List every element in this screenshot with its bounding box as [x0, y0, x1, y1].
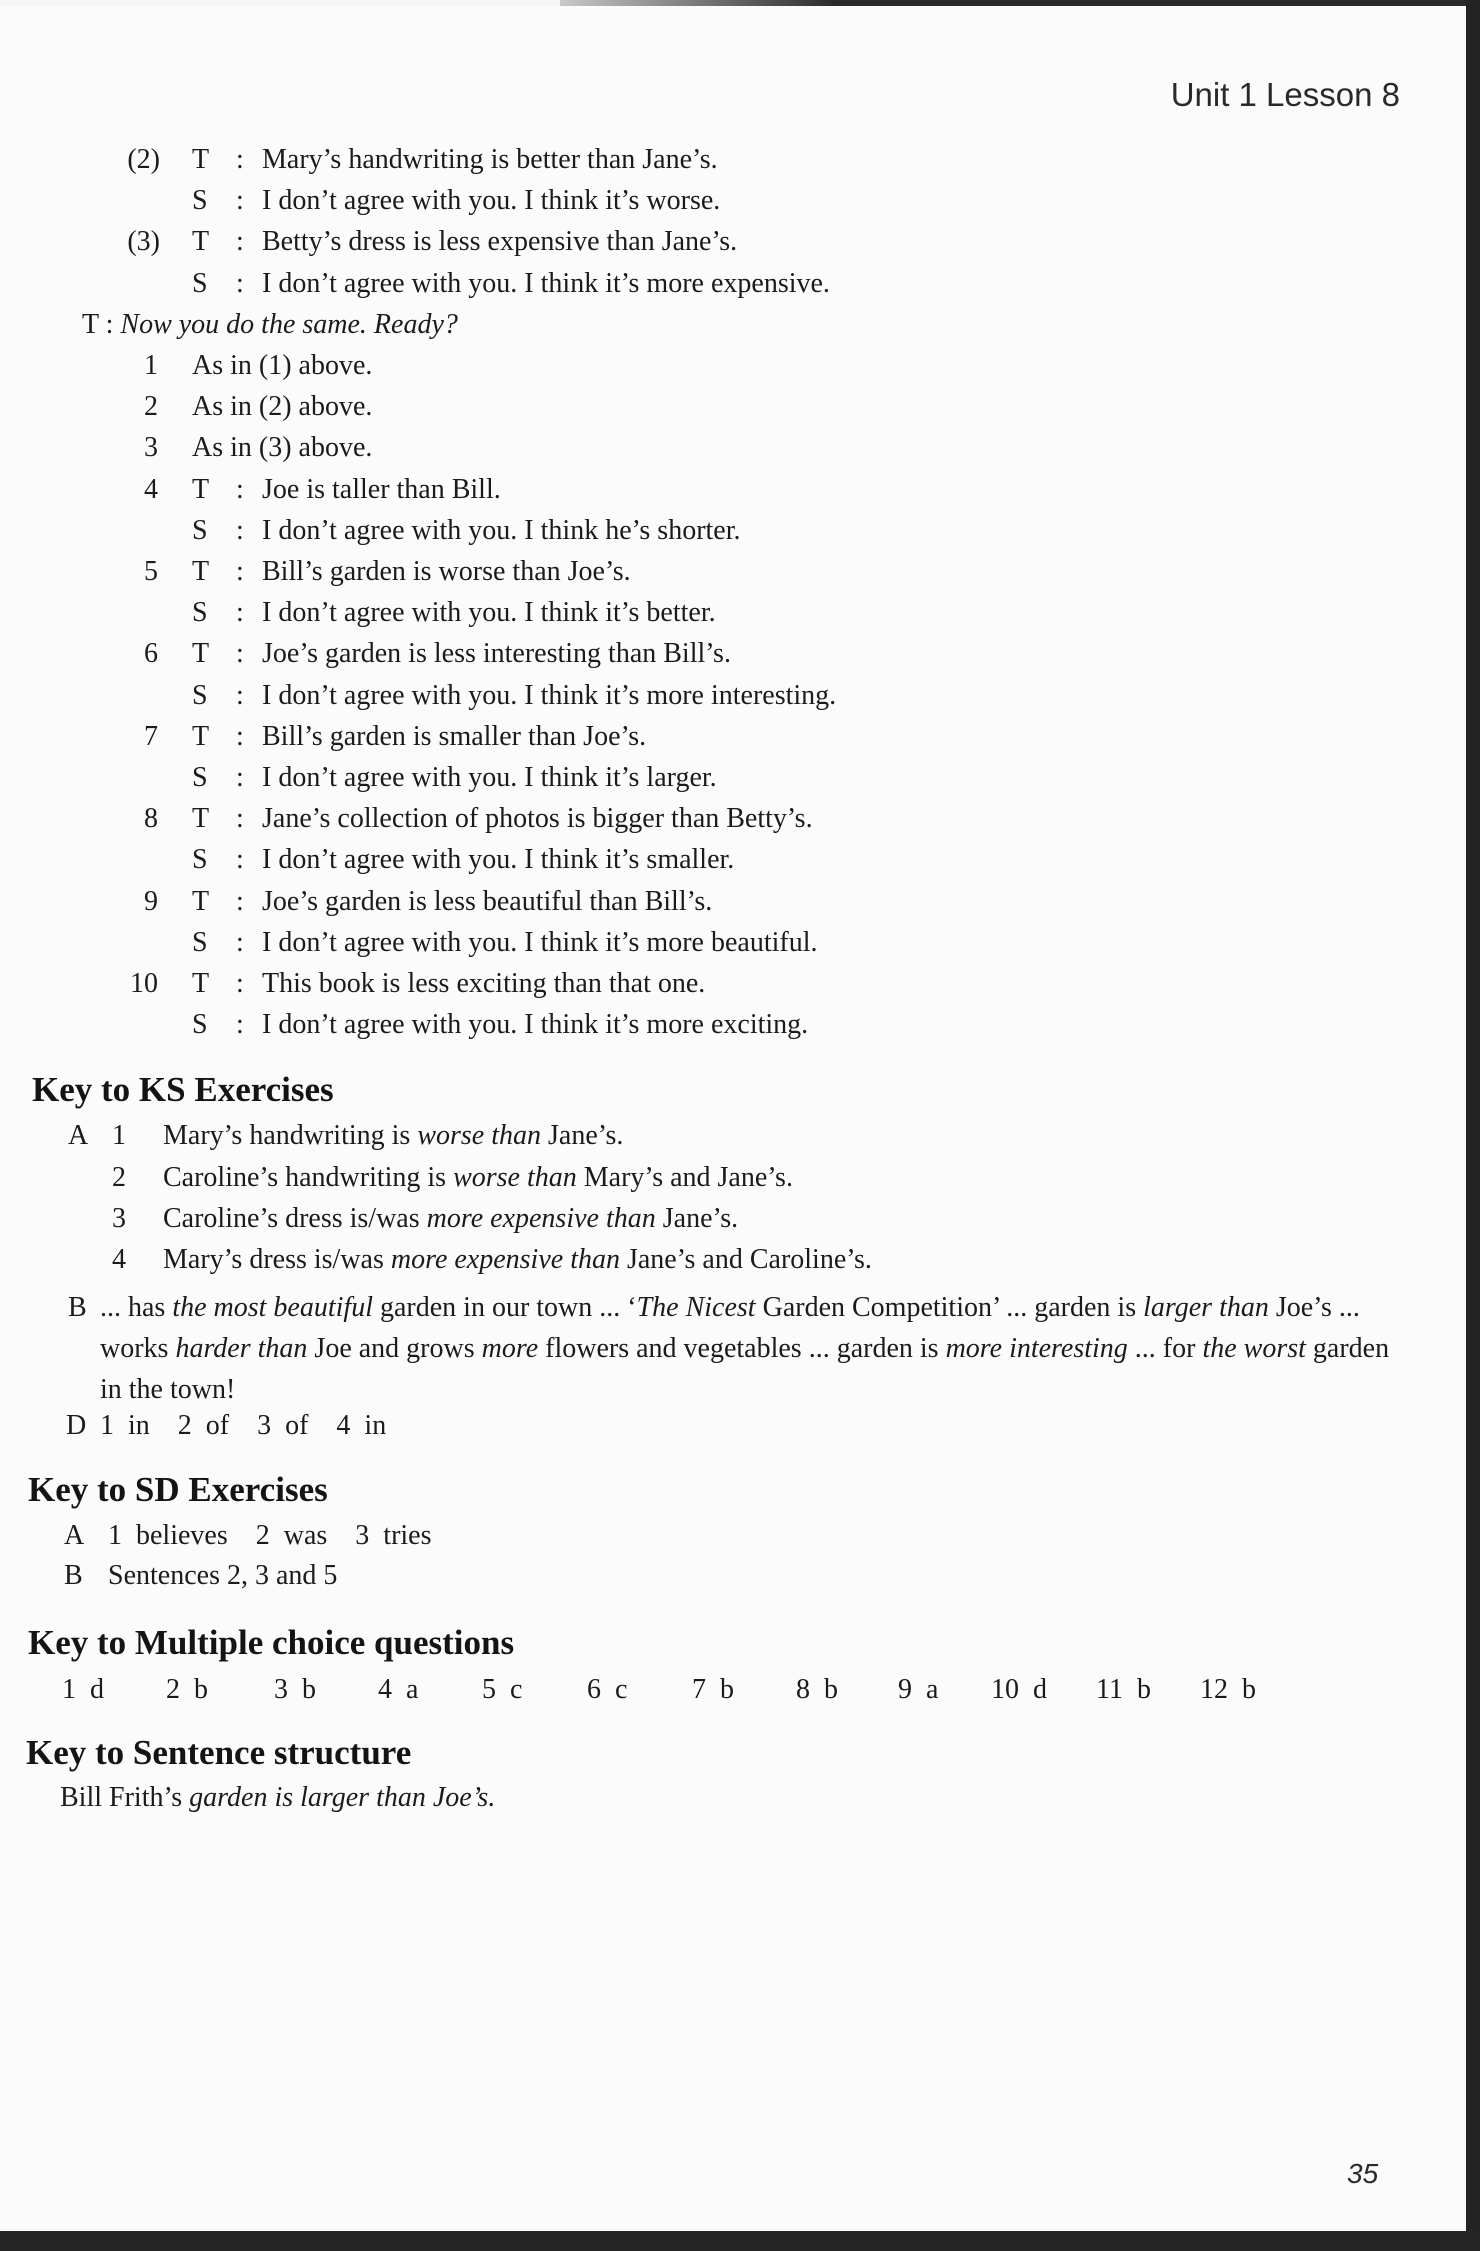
- ks-a-1-number: 1: [112, 1120, 126, 1151]
- text-part: Mary’s handwriting is: [163, 1120, 418, 1151]
- as-in-3-text: As in (3) above.: [192, 432, 373, 464]
- drill-4-t-colon: :: [236, 473, 244, 505]
- drill-5-t-utterance: Bill’s garden is worse than Joe’s.: [262, 556, 631, 587]
- drill-4-t-speaker: T: [192, 473, 210, 505]
- drill-8-s-colon: :: [236, 844, 244, 876]
- unit-lesson-header: Unit 1 Lesson 8: [1170, 76, 1400, 113]
- mcq-answer-7: 7 b: [692, 1674, 734, 1705]
- drill-6-t-colon: :: [236, 638, 244, 670]
- drill-5-s-colon: :: [236, 597, 244, 629]
- drill-4-s-speaker: S: [192, 514, 208, 546]
- text-part: Joe’s ... works: [100, 1292, 1360, 1364]
- example-0-s-utterance: I don’t agree with you. I think it’s worse.: [262, 185, 721, 217]
- drill-10-s-colon: :: [236, 1009, 244, 1041]
- scan-edge-top: [560, 0, 1480, 6]
- text-part: garden in the town!: [100, 1333, 1390, 1405]
- drill-4-s-utterance: I don’t agree with you. I think he’s shorter.: [262, 514, 741, 546]
- mcq-answer-12: 12 b: [1200, 1674, 1256, 1705]
- mcq-answer-10: 10 d: [991, 1674, 1047, 1705]
- prompt-speaker: T :: [82, 308, 121, 340]
- drill-10-s-speaker: S: [192, 1009, 208, 1041]
- as-in-1-text: As in (1) above.: [192, 350, 373, 381]
- answer-emphasis: larger than: [1143, 1292, 1269, 1323]
- ks-a-3-number: 3: [112, 1203, 126, 1234]
- drill-10-t-speaker: T: [192, 968, 210, 999]
- answer-emphasis: more expensive than: [426, 1203, 656, 1234]
- drill-4-s-colon: :: [236, 514, 244, 546]
- answer-emphasis: more expensive than: [390, 1244, 620, 1275]
- example-0-t-utterance: Mary’s handwriting is better than Jane’s.: [262, 144, 718, 175]
- ks-b-label: B: [68, 1292, 87, 1323]
- drill-4-t-number: 4: [144, 473, 158, 505]
- ks-a-4-number: 4: [112, 1244, 126, 1275]
- drill-4-t-utterance: Joe is taller than Bill.: [262, 473, 501, 505]
- sd-b-answers: Sentences 2, 3 and 5: [108, 1560, 338, 1591]
- answer-emphasis: harder than: [175, 1333, 308, 1364]
- answer-emphasis: the worst: [1202, 1333, 1306, 1364]
- example-0-t-colon: :: [236, 144, 244, 175]
- as-in-2-text: As in (2) above.: [192, 391, 373, 423]
- example-1-s-utterance: I don’t agree with you. I think it’s more expensive.: [262, 267, 830, 299]
- as-in-3-number: 3: [144, 432, 158, 464]
- text-part: ... for: [1127, 1333, 1203, 1364]
- mcq-answer-6: 6 c: [587, 1674, 628, 1705]
- drill-10-t-number: 10: [130, 968, 158, 999]
- ks-a-1-text: [163, 1118, 623, 1154]
- example-1-t-number: (3): [127, 226, 160, 258]
- drill-8-s-speaker: S: [192, 844, 208, 876]
- text-part: Bill Frith’s: [60, 1782, 190, 1813]
- sd-a-label: A: [64, 1520, 85, 1551]
- example-1-s-colon: :: [236, 267, 244, 299]
- drill-8-s-utterance: I don’t agree with you. I think it’s smaller.: [262, 844, 735, 876]
- drill-6-t-number: 6: [144, 638, 158, 670]
- structure-heading: Key to Sentence structure: [26, 1733, 412, 1772]
- ks-a-label: A: [68, 1120, 89, 1151]
- mcq-answer-11: 11 b: [1096, 1674, 1151, 1705]
- answer-emphasis: more: [481, 1333, 539, 1364]
- drill-9-t-colon: :: [236, 885, 244, 917]
- answer-emphasis: worse than: [453, 1162, 577, 1193]
- drill-5-t-colon: :: [236, 556, 244, 587]
- text-part: Joe and grows: [307, 1333, 482, 1364]
- text-part: ... has: [100, 1292, 173, 1323]
- ks-a-2-text: [163, 1160, 793, 1196]
- ks-d-answers: 1 in 2 of 3 of 4 in: [100, 1410, 387, 1441]
- drill-6-t-speaker: T: [192, 638, 210, 670]
- drill-6-s-speaker: S: [192, 679, 208, 711]
- drill-8-t-speaker: T: [192, 803, 210, 835]
- drill-8-t-number: 8: [144, 803, 158, 835]
- sd-a-answers: 1 believes 2 was 3 tries: [108, 1520, 432, 1551]
- ks-a-3-text: [163, 1201, 738, 1237]
- example-0-s-colon: :: [236, 185, 244, 217]
- drill-10-s-utterance: I don’t agree with you. I think it’s more exciting.: [262, 1009, 809, 1041]
- mcq-answer-8: 8 b: [796, 1674, 838, 1705]
- text-part: Caroline’s handwriting is: [163, 1162, 454, 1193]
- drill-7-s-speaker: S: [192, 762, 208, 793]
- mcq-heading: Key to Multiple choice questions: [28, 1623, 515, 1662]
- answer-emphasis: The Nicest: [636, 1292, 756, 1323]
- drill-7-t-colon: :: [236, 720, 244, 752]
- scan-edge-bottom: [0, 2231, 1480, 2251]
- answer-emphasis: garden is larger than Joe’s.: [189, 1782, 496, 1813]
- text-part: garden in our town ... ‘: [372, 1292, 637, 1323]
- drill-5-s-speaker: S: [192, 597, 208, 629]
- mcq-answer-3: 3 b: [274, 1674, 316, 1705]
- text-part: Mary’s dress is/was: [163, 1244, 391, 1275]
- drill-9-s-utterance: I don’t agree with you. I think it’s more beautiful.: [262, 926, 818, 958]
- example-1-t-speaker: T: [192, 226, 210, 258]
- page-number: 35: [1347, 2158, 1379, 2189]
- drill-5-s-utterance: I don’t agree with you. I think it’s better.: [262, 597, 716, 629]
- text-part: Jane’s and Caroline’s.: [619, 1244, 872, 1275]
- sd-b-label: B: [64, 1560, 83, 1591]
- drill-9-t-speaker: T: [192, 885, 210, 917]
- text-part: Jane’s.: [541, 1120, 624, 1151]
- mcq-answer-9: 9 a: [898, 1674, 939, 1705]
- example-1-t-colon: :: [236, 226, 244, 258]
- example-0-s-speaker: S: [192, 185, 208, 217]
- drill-8-t-colon: :: [236, 803, 244, 835]
- ks-a-2-number: 2: [112, 1162, 126, 1193]
- drill-7-t-utterance: Bill’s garden is smaller than Joe’s.: [262, 720, 647, 752]
- drill-6-s-utterance: I don’t agree with you. I think it’s more interesting.: [262, 679, 837, 711]
- drill-prompt: [82, 307, 458, 343]
- answer-emphasis: more interesting: [945, 1333, 1128, 1364]
- mcq-answer-1: 1 d: [62, 1674, 104, 1705]
- prompt-text: Now you do the same. Ready?: [120, 308, 458, 340]
- drill-5-t-number: 5: [144, 556, 158, 587]
- drill-7-t-number: 7: [144, 720, 158, 752]
- sd-heading: Key to SD Exercises: [28, 1470, 328, 1509]
- mcq-answer-2: 2 b: [166, 1674, 208, 1705]
- drill-9-s-colon: :: [236, 926, 244, 958]
- drill-5-t-speaker: T: [192, 556, 210, 587]
- text-part: Caroline’s dress is/was: [163, 1203, 427, 1234]
- drill-7-s-utterance: I don’t agree with you. I think it’s larger.: [262, 762, 717, 793]
- example-0-t-speaker: T: [192, 144, 210, 175]
- example-0-t-number: (2): [127, 144, 160, 175]
- drill-9-t-number: 9: [144, 885, 158, 917]
- drill-10-t-colon: :: [236, 968, 244, 999]
- structure-answer: [60, 1780, 495, 1816]
- text-part: Garden Competition’ ... garden is: [755, 1292, 1144, 1323]
- answer-emphasis: worse than: [417, 1120, 541, 1151]
- drill-7-s-colon: :: [236, 762, 244, 793]
- mcq-answer-5: 5 c: [482, 1674, 523, 1705]
- drill-10-t-utterance: This book is less exciting than that one.: [262, 968, 706, 999]
- answer-emphasis: the most beautiful: [172, 1292, 373, 1323]
- ks-heading: Key to KS Exercises: [32, 1070, 334, 1109]
- ks-d-label: D: [66, 1410, 87, 1441]
- drill-9-s-speaker: S: [192, 926, 208, 958]
- example-1-t-utterance: Betty’s dress is less expensive than Jane’s.: [262, 226, 738, 258]
- drill-8-t-utterance: Jane’s collection of photos is bigger than Betty’s.: [262, 803, 813, 835]
- text-part: flowers and vegetables ... garden is: [538, 1333, 946, 1364]
- text-part: Mary’s and Jane’s.: [576, 1162, 793, 1193]
- drill-9-t-utterance: Joe’s garden is less beautiful than Bill’s.: [262, 885, 713, 917]
- example-1-s-speaker: S: [192, 267, 208, 299]
- drill-6-t-utterance: Joe’s garden is less interesting than Bill’s.: [262, 638, 731, 670]
- as-in-2-number: 2: [144, 391, 158, 423]
- drill-7-t-speaker: T: [192, 720, 210, 752]
- drill-6-s-colon: :: [236, 679, 244, 711]
- scan-edge-right: [1466, 0, 1480, 2251]
- as-in-1-number: 1: [144, 350, 158, 381]
- ks-a-4-text: [163, 1242, 872, 1278]
- text-part: Jane’s.: [655, 1203, 739, 1234]
- ks-b-paragraph: [100, 1287, 1390, 1410]
- mcq-answer-4: 4 a: [378, 1674, 419, 1705]
